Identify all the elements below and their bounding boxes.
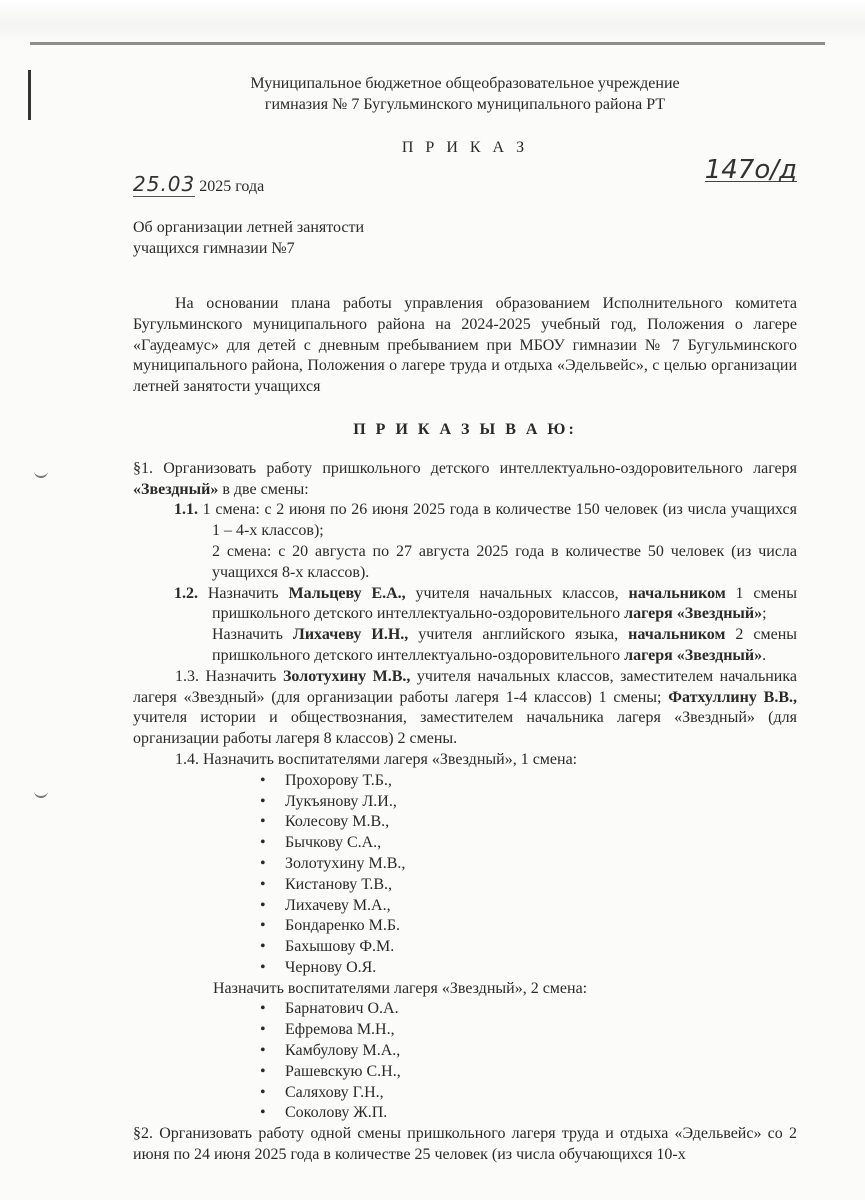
scan-border-line: [30, 42, 825, 45]
text: в две смены:: [218, 480, 309, 498]
date-year: 2025 года: [195, 178, 265, 196]
list-item: • Рашевскую С.Н.,: [133, 1062, 797, 1083]
person-name: Лихачеву И.Н.,: [292, 626, 409, 644]
camp-name: «Звездный»: [133, 480, 219, 498]
text: Организовать работу одной смены пришкольного лагеря труда и отдыха «Эдельвейс» со 2 июня по 24 июня 2025 года в количестве 25 человек (из числа обучающихся 10-х: [133, 1125, 797, 1164]
person-name: Золотухину М.В.,: [282, 667, 411, 685]
handwritten-date: 25.03: [133, 172, 196, 197]
section-1: [133, 459, 797, 501]
list-item: • Лихачеву М.А.,: [133, 896, 797, 917]
list-item: • Лукъянову Л.И.,: [133, 792, 797, 813]
punch-hole-mark: [34, 470, 48, 478]
punch-hole-mark: [34, 790, 48, 798]
scan-top-edge: [0, 0, 865, 42]
role: начальником: [628, 584, 726, 602]
text: учителя начальных классов,: [405, 584, 629, 602]
list-item: • Бахышову Ф.М.: [133, 937, 797, 958]
item-1-3: [133, 667, 797, 750]
text: 2 смены пришкольного детского интеллектуально-оздоровительного: [212, 626, 798, 664]
text: учителя английского языка,: [408, 626, 629, 644]
list-item: • Бычкову С.А.,: [133, 833, 797, 854]
item-1-2-second: [133, 625, 797, 667]
camp-name: лагеря «Звездный»: [624, 605, 763, 623]
org-name-line1: Муниципальное бюджетное общеобразовательное учреждение: [250, 75, 680, 92]
list-item: • Бондаренко М.Б.: [133, 916, 797, 937]
person-name: Мальцеву Е.А.,: [288, 584, 406, 602]
subject: [133, 218, 797, 260]
section-number: §1.: [133, 459, 153, 477]
list-item: • Колесову М.В.,: [133, 812, 797, 833]
subject-line2: учащихся гимназии №7: [133, 240, 295, 258]
list-item: • Барнатович О.А.: [133, 999, 797, 1020]
scan-mark: [28, 70, 31, 120]
section-number: §2.: [133, 1125, 153, 1143]
item-number: 1.3.: [175, 667, 199, 685]
person-name: Фатхуллину В.В.,: [668, 688, 797, 706]
item-1-1: [133, 500, 797, 542]
list-item: • Прохорову Т.Б.,: [133, 771, 797, 792]
text: учителя истории и обществознания, заместителем начальника лагеря «Звездный» (для организации работы лагеря 8 классов) 2 смены.: [133, 709, 797, 748]
item-number: 1.4.: [175, 750, 199, 768]
text: 1 смена: с 2 июня по 26 июня 2025 года в количестве 150 человек (из числа учащихся 1 – 4-х классов);: [198, 501, 797, 540]
item-number: 1.2.: [174, 584, 198, 602]
shift1-counselors-list: [133, 771, 797, 979]
text: Организовать работу пришкольного детского интеллектуально-оздоровительного лагеря: [153, 459, 797, 477]
text: Назначить воспитателями лагеря «Звездный», 1 смена:: [199, 750, 578, 768]
text: Назначить: [199, 667, 283, 685]
list-item: • Кистанову Т.В.,: [133, 875, 797, 896]
shift2-counselors-list: [133, 999, 797, 1124]
basis-paragraph: На основании плана работы управления образованием Исполнительного комитета Бугульминского муниципального района на 2024-2025 учебный год, Положения о лагере «Гаудеамус» для детей с дневным пребыванием при МБОУ гимназии № 7 Бугульминского муниципального района, Положения о лагере труда и отдыха «Эдельвейс», с целью организации летней занятости учащихся: [133, 294, 797, 396]
text: учителя начальных классов, заместителем начальника лагеря «Звездный» (для организации работы лагеря 1-4 классов) 1 смены;: [133, 667, 798, 706]
org-name-line2: гимназия № 7 Бугульминского муниципального района РТ: [264, 95, 666, 113]
item-1-2: [133, 584, 797, 626]
document-title: П Р И К А З: [401, 138, 529, 156]
order-heading: П Р И К А З Ы В А Ю:: [353, 420, 577, 438]
role: начальником: [628, 626, 726, 644]
list-item: • Камбулову М.А.,: [133, 1041, 797, 1062]
text: .: [762, 646, 767, 664]
item-number: 1.1.: [174, 501, 198, 519]
subject-line1: Об организации летней занятости: [133, 219, 365, 237]
camp-name: лагеря «Звездный»: [624, 646, 763, 664]
list-item: • Чернову О.Я.: [133, 958, 797, 979]
handwritten-order-number: 147о/д: [704, 155, 797, 186]
list-item: • Ефремова М.Н.,: [133, 1020, 797, 1041]
list-item: • Соколову Ж.П.: [133, 1103, 797, 1124]
text: Назначить: [212, 626, 293, 644]
text: Назначить: [198, 584, 289, 602]
item-1-1-shift2: 2 смена: с 20 августа по 27 августа 2025 года в количестве 50 человек (из числа учащихся 8-х классов).: [212, 542, 797, 581]
text: ;: [762, 605, 767, 623]
document-page: [133, 74, 797, 1166]
section-2: [133, 1124, 797, 1166]
item-1-4: [133, 750, 797, 771]
list-item: • Саляхову Г.Н.,: [133, 1083, 797, 1104]
date-row: [133, 155, 797, 214]
list-item: • Золотухину М.В.,: [133, 854, 797, 875]
text: 1 смены пришкольного детского интеллектуально-оздоровительного: [212, 584, 797, 623]
shift2-heading: Назначить воспитателями лагеря «Звездный», 2 смена:: [213, 979, 588, 997]
